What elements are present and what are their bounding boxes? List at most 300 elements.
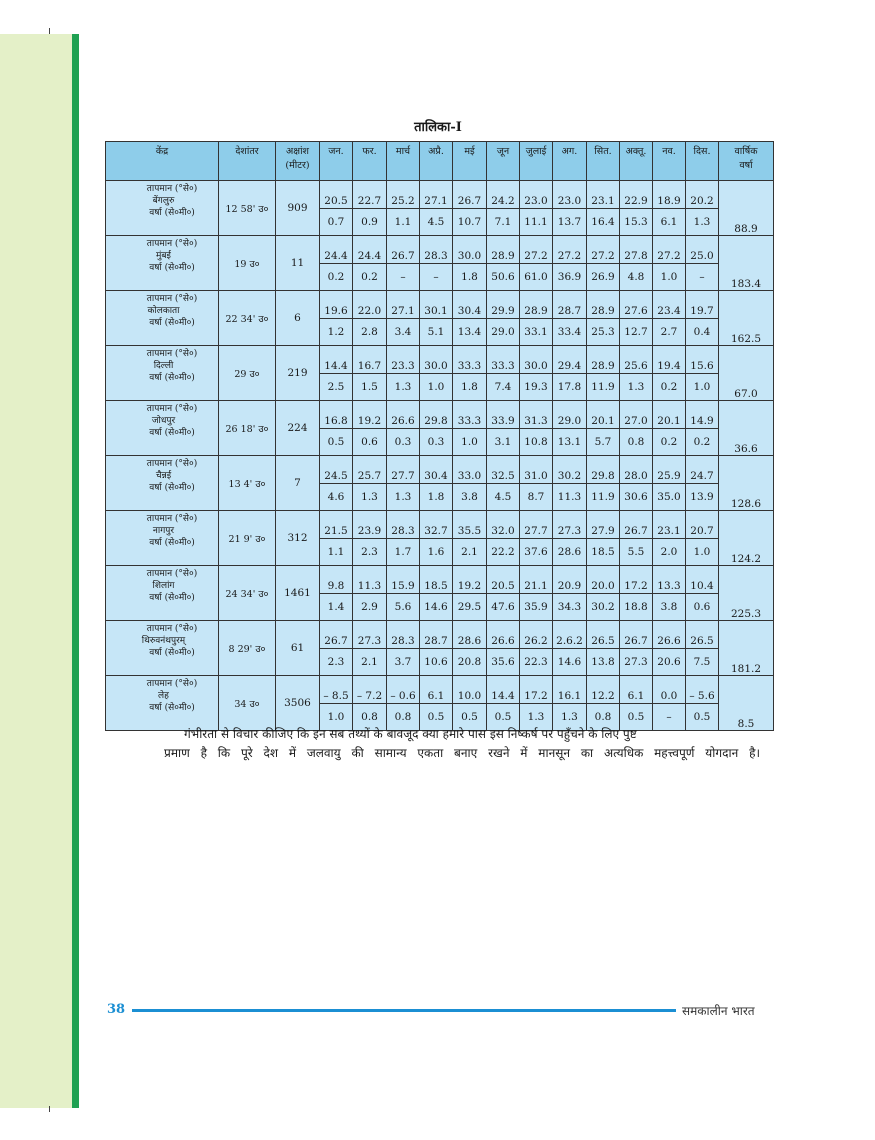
rainfall-value: 2.3 <box>320 649 353 676</box>
rainfall-value: 27.3 <box>620 649 653 676</box>
temperature-value: – 0.6 <box>387 676 420 704</box>
elevation-cell: 6 <box>276 291 320 346</box>
rainfall-value: 10.8 <box>520 429 553 456</box>
rainfall-value: 61.0 <box>520 264 553 291</box>
temperature-value: 23.4 <box>653 291 686 319</box>
rainfall-value: 0.9 <box>353 209 387 236</box>
rainfall-value: 1.7 <box>387 539 420 566</box>
table-row <box>106 456 774 484</box>
rainfall-value: 22.2 <box>487 539 520 566</box>
temperature-value: 6.1 <box>420 676 453 704</box>
rainfall-value: 13.7 <box>553 209 587 236</box>
rainfall-value: 13.1 <box>553 429 587 456</box>
rainfall-value: 37.6 <box>520 539 553 566</box>
rainfall-label: वर्षा (से०मी०) <box>149 593 195 603</box>
center-cell <box>106 511 219 566</box>
rainfall-value: 1.0 <box>686 539 719 566</box>
temperature-value: 31.3 <box>520 401 553 429</box>
rainfall-value: 13.9 <box>686 484 719 511</box>
rainfall-value: 30.6 <box>620 484 653 511</box>
temperature-value: 24.5 <box>320 456 353 484</box>
temperature-value: 17.2 <box>520 676 553 704</box>
rainfall-value: 1.2 <box>320 319 353 346</box>
temperature-value: 28.9 <box>587 346 620 374</box>
rainfall-value: 4.6 <box>320 484 353 511</box>
temperature-value: 24.4 <box>353 236 387 264</box>
crop-mark <box>49 28 50 34</box>
rainfall-value: 50.6 <box>487 264 520 291</box>
annual-rainfall-cell: 128.6 <box>719 456 774 511</box>
temperature-value: 25.6 <box>620 346 653 374</box>
rainfall-value: 0.6 <box>353 429 387 456</box>
elevation-cell: 61 <box>276 621 320 676</box>
elevation-cell: 219 <box>276 346 320 401</box>
rainfall-value: 1.8 <box>453 264 487 291</box>
rainfall-value: 2.8 <box>353 319 387 346</box>
temperature-value: 22.9 <box>620 181 653 209</box>
temperature-value: 18.9 <box>653 181 686 209</box>
temperature-value: 30.0 <box>420 346 453 374</box>
paragraph-line: प्रमाण है कि पूरे देश में जलवायु की सामान्य एकता बनाए रखने में मानसून का अत्यधिक महत्त्वपूर्ण योगदान है। <box>164 746 760 760</box>
temperature-value: – 7.2 <box>353 676 387 704</box>
temperature-value: 23.1 <box>653 511 686 539</box>
temperature-value: 28.0 <box>620 456 653 484</box>
temperature-value: 19.7 <box>686 291 719 319</box>
rainfall-value: 18.8 <box>620 594 653 621</box>
header-month: नव. <box>653 142 686 181</box>
temperature-value: 28.9 <box>487 236 520 264</box>
rainfall-value: 0.3 <box>387 429 420 456</box>
annual-rainfall-cell: 67.0 <box>719 346 774 401</box>
temperature-value: 13.3 <box>653 566 686 594</box>
center-cell <box>106 621 219 676</box>
temperature-value: 32.7 <box>420 511 453 539</box>
temperature-value: 30.4 <box>453 291 487 319</box>
temperature-value: 27.7 <box>387 456 420 484</box>
temperature-value: 28.7 <box>553 291 587 319</box>
temperature-value: 20.1 <box>653 401 686 429</box>
rainfall-value: 35.0 <box>653 484 686 511</box>
temperature-value: 27.1 <box>387 291 420 319</box>
temperature-value: 23.3 <box>387 346 420 374</box>
elevation-cell: 7 <box>276 456 320 511</box>
table-row <box>106 346 774 374</box>
temperature-value: 31.0 <box>520 456 553 484</box>
temperature-value: 21.5 <box>320 511 353 539</box>
rainfall-value: 4.5 <box>420 209 453 236</box>
rainfall-value: 0.5 <box>487 704 520 731</box>
rainfall-value: 2.3 <box>353 539 387 566</box>
temperature-value: 19.4 <box>653 346 686 374</box>
longitude-cell: 29 उ० <box>219 346 276 401</box>
city-name: बेंगलुरु <box>152 196 175 206</box>
temperature-value: 33.3 <box>453 346 487 374</box>
temperature-value: 23.1 <box>587 181 620 209</box>
temperature-value: 26.7 <box>620 511 653 539</box>
temperature-value: 25.7 <box>353 456 387 484</box>
crop-mark <box>49 1106 50 1112</box>
rainfall-value: 17.8 <box>553 374 587 401</box>
header-month: अक्तू. <box>620 142 653 181</box>
temperature-value: 27.2 <box>553 236 587 264</box>
rainfall-value: – <box>387 264 420 291</box>
temperature-value: 28.7 <box>420 621 453 649</box>
table-row <box>106 236 774 264</box>
temperature-value: 27.2 <box>587 236 620 264</box>
temperature-value: 24.4 <box>320 236 353 264</box>
temperature-value: 20.9 <box>553 566 587 594</box>
rainfall-value: 11.9 <box>587 374 620 401</box>
temperature-value: 20.0 <box>587 566 620 594</box>
rainfall-value: 12.7 <box>620 319 653 346</box>
table-title: तालिका-I <box>414 120 462 135</box>
table-row <box>106 566 774 594</box>
center-cell <box>106 566 219 621</box>
rainfall-value: 1.3 <box>353 484 387 511</box>
rainfall-value: 4.8 <box>620 264 653 291</box>
temperature-value: 27.0 <box>620 401 653 429</box>
rainfall-value: 2.1 <box>353 649 387 676</box>
rainfall-value: 35.6 <box>487 649 520 676</box>
rainfall-value: 1.5 <box>353 374 387 401</box>
temperature-value: 26.7 <box>453 181 487 209</box>
rainfall-value: 0.7 <box>320 209 353 236</box>
book-title: समकालीन भारत <box>682 1004 755 1018</box>
temperature-value: 33.9 <box>487 401 520 429</box>
temperature-value: 16.1 <box>553 676 587 704</box>
temperature-value: 26.7 <box>387 236 420 264</box>
longitude-cell: 8 29' उ० <box>219 621 276 676</box>
temperature-value: 21.1 <box>520 566 553 594</box>
rainfall-value: 1.0 <box>653 264 686 291</box>
rainfall-value: 1.0 <box>420 374 453 401</box>
temperature-value: 29.8 <box>420 401 453 429</box>
rainfall-value: 47.6 <box>487 594 520 621</box>
rainfall-value: 1.1 <box>320 539 353 566</box>
temperature-value: 27.2 <box>520 236 553 264</box>
rainfall-value: 2.9 <box>353 594 387 621</box>
rainfall-value: 1.3 <box>387 484 420 511</box>
longitude-cell: 21 9' उ० <box>219 511 276 566</box>
annual-rainfall-cell: 8.5 <box>719 676 774 731</box>
header-month: मार्च <box>387 142 420 181</box>
rainfall-value: 0.8 <box>587 704 620 731</box>
elevation-cell: 11 <box>276 236 320 291</box>
temperature-value: 30.1 <box>420 291 453 319</box>
rainfall-value: 22.3 <box>520 649 553 676</box>
rainfall-value: 2.7 <box>653 319 686 346</box>
rainfall-value: 1.3 <box>686 209 719 236</box>
temperature-value: 22.0 <box>353 291 387 319</box>
rainfall-value: 1.1 <box>387 209 420 236</box>
temperature-value: 27.9 <box>587 511 620 539</box>
temperature-value: 12.2 <box>587 676 620 704</box>
rainfall-value: 0.3 <box>420 429 453 456</box>
temperature-label: तापमान (°से०) <box>146 624 198 634</box>
temperature-value: 20.7 <box>686 511 719 539</box>
temperature-value: 26.6 <box>387 401 420 429</box>
rainfall-value: 1.6 <box>420 539 453 566</box>
rainfall-value: 18.5 <box>587 539 620 566</box>
elevation-cell: 224 <box>276 401 320 456</box>
rainfall-value: 20.8 <box>453 649 487 676</box>
header-month: फर. <box>353 142 387 181</box>
header-month: जून <box>487 142 520 181</box>
rainfall-value: 36.9 <box>553 264 587 291</box>
center-cell <box>106 291 219 346</box>
temperature-value: 33.3 <box>453 401 487 429</box>
rainfall-value: 14.6 <box>420 594 453 621</box>
city-name: लेह <box>158 691 169 701</box>
longitude-cell: 24 34' उ० <box>219 566 276 621</box>
header-elevation: अक्षांश (मीटर) <box>276 142 320 181</box>
temperature-value: 33.0 <box>453 456 487 484</box>
rainfall-value: 0.2 <box>653 429 686 456</box>
temperature-value: 29.9 <box>487 291 520 319</box>
header-month: अग. <box>553 142 587 181</box>
rainfall-label: वर्षा (से०मी०) <box>149 208 195 218</box>
rainfall-value: 0.5 <box>620 704 653 731</box>
temperature-label: तापमान (°से०) <box>146 679 198 689</box>
rainfall-value: 2.1 <box>453 539 487 566</box>
rainfall-value: 1.3 <box>553 704 587 731</box>
header-annual: वार्षिक वर्षा <box>719 142 774 181</box>
table-row <box>106 401 774 429</box>
margin-panel <box>0 34 72 1108</box>
rainfall-value: 5.7 <box>587 429 620 456</box>
rainfall-value: – <box>420 264 453 291</box>
footer-rule <box>132 1009 676 1012</box>
rainfall-value: 11.3 <box>553 484 587 511</box>
temperature-value: 27.3 <box>353 621 387 649</box>
temperature-value: 14.9 <box>686 401 719 429</box>
rainfall-label: वर्षा (से०मी०) <box>149 538 195 548</box>
temperature-value: 23.9 <box>353 511 387 539</box>
table-row <box>106 621 774 649</box>
rainfall-value: 11.1 <box>520 209 553 236</box>
temperature-value: 28.3 <box>420 236 453 264</box>
temperature-value: 20.5 <box>487 566 520 594</box>
rainfall-value: 3.7 <box>387 649 420 676</box>
elevation-cell: 1461 <box>276 566 320 621</box>
paragraph-line: गंभीरता से विचार कीजिए कि इन सब तथ्यों के बावजूद क्या हमारे पास इस निष्कर्ष पर पहुँचने के लिए पुष्ट <box>184 727 637 741</box>
temperature-value: 25.9 <box>653 456 686 484</box>
rainfall-value: 35.9 <box>520 594 553 621</box>
header-center: केंद्र <box>106 142 219 181</box>
rainfall-value: 6.1 <box>653 209 686 236</box>
rainfall-value: 5.5 <box>620 539 653 566</box>
temperature-value: 10.0 <box>453 676 487 704</box>
center-cell <box>106 181 219 236</box>
temperature-value: 27.2 <box>653 236 686 264</box>
rainfall-value: 4.5 <box>487 484 520 511</box>
temperature-value: 23.0 <box>553 181 587 209</box>
temperature-value: 27.1 <box>420 181 453 209</box>
rainfall-value: 34.3 <box>553 594 587 621</box>
header-month: मई <box>453 142 487 181</box>
temperature-label: तापमान (°से०) <box>146 184 198 194</box>
temperature-value: 2.6.2 <box>553 621 587 649</box>
temperature-value: 15.6 <box>686 346 719 374</box>
temperature-value: 20.5 <box>320 181 353 209</box>
temperature-value: 6.1 <box>620 676 653 704</box>
city-name: नागपुर <box>152 526 175 536</box>
rainfall-value: 5.6 <box>387 594 420 621</box>
rainfall-value: 10.7 <box>453 209 487 236</box>
temperature-value: – 8.5 <box>320 676 353 704</box>
discussion-paragraph <box>120 725 760 763</box>
temperature-value: 25.0 <box>686 236 719 264</box>
rainfall-value: 16.4 <box>587 209 620 236</box>
rainfall-value: 5.1 <box>420 319 453 346</box>
rainfall-value: 1.8 <box>420 484 453 511</box>
rainfall-value: 0.5 <box>420 704 453 731</box>
rainfall-value: 3.1 <box>487 429 520 456</box>
rainfall-value: 33.4 <box>553 319 587 346</box>
temperature-value: 28.6 <box>453 621 487 649</box>
rainfall-value: – <box>686 264 719 291</box>
temperature-value: – 5.6 <box>686 676 719 704</box>
temperature-value: 28.3 <box>387 511 420 539</box>
temperature-value: 20.2 <box>686 181 719 209</box>
elevation-cell: 312 <box>276 511 320 566</box>
annual-rainfall-cell: 88.9 <box>719 181 774 236</box>
temperature-value: 22.7 <box>353 181 387 209</box>
temperature-value: 24.2 <box>487 181 520 209</box>
temperature-value: 23.0 <box>520 181 553 209</box>
rainfall-value: 13.4 <box>453 319 487 346</box>
temperature-value: 32.5 <box>487 456 520 484</box>
rainfall-value: 0.2 <box>353 264 387 291</box>
rainfall-label: वर्षा (से०मी०) <box>149 703 195 713</box>
annual-rainfall-cell: 181.2 <box>719 621 774 676</box>
rainfall-value: 1.3 <box>387 374 420 401</box>
temperature-value: 10.4 <box>686 566 719 594</box>
rainfall-value: 0.5 <box>453 704 487 731</box>
rainfall-value: 26.9 <box>587 264 620 291</box>
longitude-cell: 12 58' उ० <box>219 181 276 236</box>
rainfall-value: 0.2 <box>653 374 686 401</box>
temperature-value: 24.7 <box>686 456 719 484</box>
rainfall-value: 3.8 <box>653 594 686 621</box>
temperature-value: 30.0 <box>453 236 487 264</box>
temperature-value: 26.5 <box>587 621 620 649</box>
temperature-value: 28.3 <box>387 621 420 649</box>
rainfall-value: 0.8 <box>387 704 420 731</box>
temperature-value: 35.5 <box>453 511 487 539</box>
annual-rainfall-cell: 124.2 <box>719 511 774 566</box>
table-row <box>106 676 774 704</box>
rainfall-value: 0.8 <box>620 429 653 456</box>
rainfall-value: 1.4 <box>320 594 353 621</box>
longitude-cell: 22 34' उ० <box>219 291 276 346</box>
rainfall-value: 0.5 <box>320 429 353 456</box>
rainfall-value: 13.8 <box>587 649 620 676</box>
center-cell <box>106 236 219 291</box>
rainfall-value: 29.0 <box>487 319 520 346</box>
temperature-value: 26.5 <box>686 621 719 649</box>
annual-rainfall-cell: 162.5 <box>719 291 774 346</box>
header-longitude: देशांतर <box>219 142 276 181</box>
temperature-value: 14.4 <box>487 676 520 704</box>
rainfall-value: 30.2 <box>587 594 620 621</box>
table-header-row <box>106 142 774 181</box>
city-name: थिरुवनंथपुरम् <box>141 636 186 646</box>
center-cell <box>106 676 219 731</box>
header-month: जन. <box>320 142 353 181</box>
temperature-value: 25.2 <box>387 181 420 209</box>
temperature-value: 32.0 <box>487 511 520 539</box>
temperature-value: 19.2 <box>453 566 487 594</box>
temperature-value: 33.3 <box>487 346 520 374</box>
temperature-value: 26.6 <box>487 621 520 649</box>
rainfall-value: 0.8 <box>353 704 387 731</box>
city-name: शिलांग <box>152 581 175 591</box>
temperature-value: 11.3 <box>353 566 387 594</box>
temperature-value: 15.9 <box>387 566 420 594</box>
annual-rainfall-cell: 36.6 <box>719 401 774 456</box>
rainfall-value: 1.0 <box>686 374 719 401</box>
rainfall-value: 1.8 <box>453 374 487 401</box>
elevation-cell: 3506 <box>276 676 320 731</box>
rainfall-value: 25.3 <box>587 319 620 346</box>
margin-accent-bar <box>72 34 79 1108</box>
temperature-value: 16.7 <box>353 346 387 374</box>
rainfall-value: 1.3 <box>620 374 653 401</box>
center-cell <box>106 401 219 456</box>
temperature-label: तापमान (°से०) <box>146 459 198 469</box>
rainfall-value: 14.6 <box>553 649 587 676</box>
rainfall-value: 1.3 <box>520 704 553 731</box>
temperature-value: 26.7 <box>620 621 653 649</box>
temperature-value: 30.4 <box>420 456 453 484</box>
temperature-value: 28.9 <box>587 291 620 319</box>
header-month: दिस. <box>686 142 719 181</box>
temperature-value: 17.2 <box>620 566 653 594</box>
rainfall-label: वर्षा (से०मी०) <box>149 263 195 273</box>
rainfall-value: 0.2 <box>320 264 353 291</box>
rainfall-value: 2.0 <box>653 539 686 566</box>
rainfall-value: 28.6 <box>553 539 587 566</box>
city-name: जोधपुर <box>151 416 176 426</box>
rainfall-label: वर्षा (से०मी०) <box>149 483 195 493</box>
temperature-value: 27.3 <box>553 511 587 539</box>
table-row <box>106 511 774 539</box>
header-month: जुलाई <box>520 142 553 181</box>
rainfall-value: 10.6 <box>420 649 453 676</box>
longitude-cell: 34 उ० <box>219 676 276 731</box>
city-name: कोलकाता <box>147 306 180 316</box>
city-name: दिल्ली <box>153 361 174 371</box>
temperature-value: 9.8 <box>320 566 353 594</box>
table-row <box>106 181 774 209</box>
rainfall-value: 0.2 <box>686 429 719 456</box>
rainfall-value: 1.0 <box>320 704 353 731</box>
temperature-value: 26.7 <box>320 621 353 649</box>
temperature-label: तापमान (°से०) <box>146 404 198 414</box>
rainfall-value: 7.4 <box>487 374 520 401</box>
temperature-label: तापमान (°से०) <box>146 569 198 579</box>
elevation-cell: 909 <box>276 181 320 236</box>
temperature-label: तापमान (°से०) <box>146 239 198 249</box>
temperature-value: 29.8 <box>587 456 620 484</box>
temperature-value: 16.8 <box>320 401 353 429</box>
temperature-value: 18.5 <box>420 566 453 594</box>
rainfall-value: 0.5 <box>686 704 719 731</box>
center-cell <box>106 346 219 401</box>
rainfall-value: 29.5 <box>453 594 487 621</box>
rainfall-value: 20.6 <box>653 649 686 676</box>
